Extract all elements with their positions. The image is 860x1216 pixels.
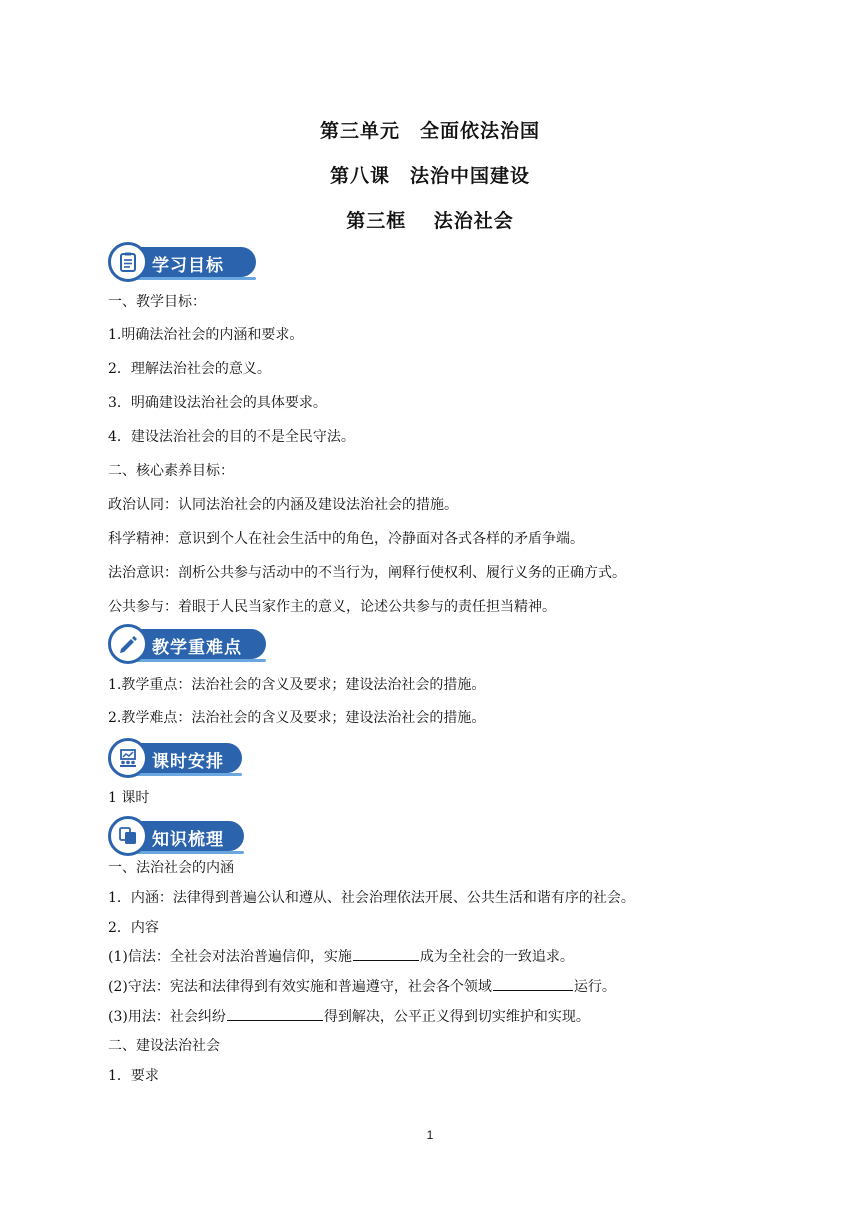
goal-item-1: 1.明确法治社会的内涵和要求。 [108,327,304,343]
knowledge-label: 知识梳理 [152,830,224,850]
connotation-text: 1．内涵：法律得到普遍公认和遵从、社会治理依法开展、公共生活和谐有序的社会。 [108,890,635,906]
key-points-badge [108,624,266,664]
goal-item-2: 2．理解法治社会的意义。 [108,361,271,377]
item3-prefix: (3)用法：社会纠纷 [108,1009,226,1025]
fill-blank-1[interactable] [353,946,419,961]
requirements-label: 1．要求 [108,1068,159,1084]
content-item-3 [108,1006,590,1027]
page-number: 1 [426,1128,434,1142]
fill-blank-3[interactable] [227,1006,323,1021]
knowledge-heading-2: 二、建设法治社会 [108,1038,220,1054]
schedule-text: 1 课时 [108,790,150,806]
lesson-title: 第八课 法治中国建设 [329,165,530,187]
content-label: 2．内容 [108,920,159,936]
item1-prefix: (1)信法：全社会对法治普遍信仰，实施 [108,949,352,965]
item2-suffix: 运行。 [573,979,616,995]
pencil-icon [108,624,148,664]
core-heading: 二、核心素养目标： [108,463,234,479]
presentation-icon [108,738,148,778]
core-item-4: 公共参与：着眼于人民当家作主的意义，论述公共参与的责任担当精神。 [108,599,556,615]
goals-heading: 一、教学目标： [108,294,206,310]
learning-goals-badge [108,242,256,282]
difficulty-text: 2.教学难点：法治社会的含义及要求；建设法治社会的措施。 [108,710,486,726]
key-points-label: 教学重难点 [152,638,242,658]
item1-suffix: 成为全社会的一致追求。 [419,949,574,965]
knowledge-badge [108,816,244,856]
goal-item-4: 4．建设法治社会的目的不是全民守法。 [108,429,355,445]
schedule-label: 课时安排 [152,752,224,772]
core-item-1: 政治认同：认同法治社会的内涵及建设法治社会的措施。 [108,497,458,513]
core-item-3: 法治意识：剖析公共参与活动中的不当行为，阐释行使权利、履行义务的正确方式。 [108,565,626,581]
item3-suffix: 得到解决，公平正义得到切实维护和实现。 [323,1009,590,1025]
content-item-2 [108,976,616,997]
focus-text: 1.教学重点：法治社会的含义及要求；建设法治社会的措施。 [108,677,486,693]
item2-prefix: (2)守法：宪法和法律得到有效实施和普遍遵守，社会各个领域 [108,979,492,995]
learning-goals-label: 学习目标 [152,256,224,276]
fill-blank-2[interactable] [493,976,573,991]
content-item-1 [108,946,574,967]
core-item-2: 科学精神：意识到个人在社会生活中的角色，冷静面对各式各样的矛盾争端。 [108,531,584,547]
knowledge-heading-1: 一、法治社会的内涵 [108,860,234,876]
schedule-badge [108,738,242,778]
section-title: 第三框 法治社会 [346,210,514,232]
unit-title: 第三单元 全面依法治国 [319,120,540,142]
clipboard-icon [108,242,148,282]
goal-item-3: 3．明确建设法治社会的具体要求。 [108,395,327,411]
documents-icon [108,816,148,856]
